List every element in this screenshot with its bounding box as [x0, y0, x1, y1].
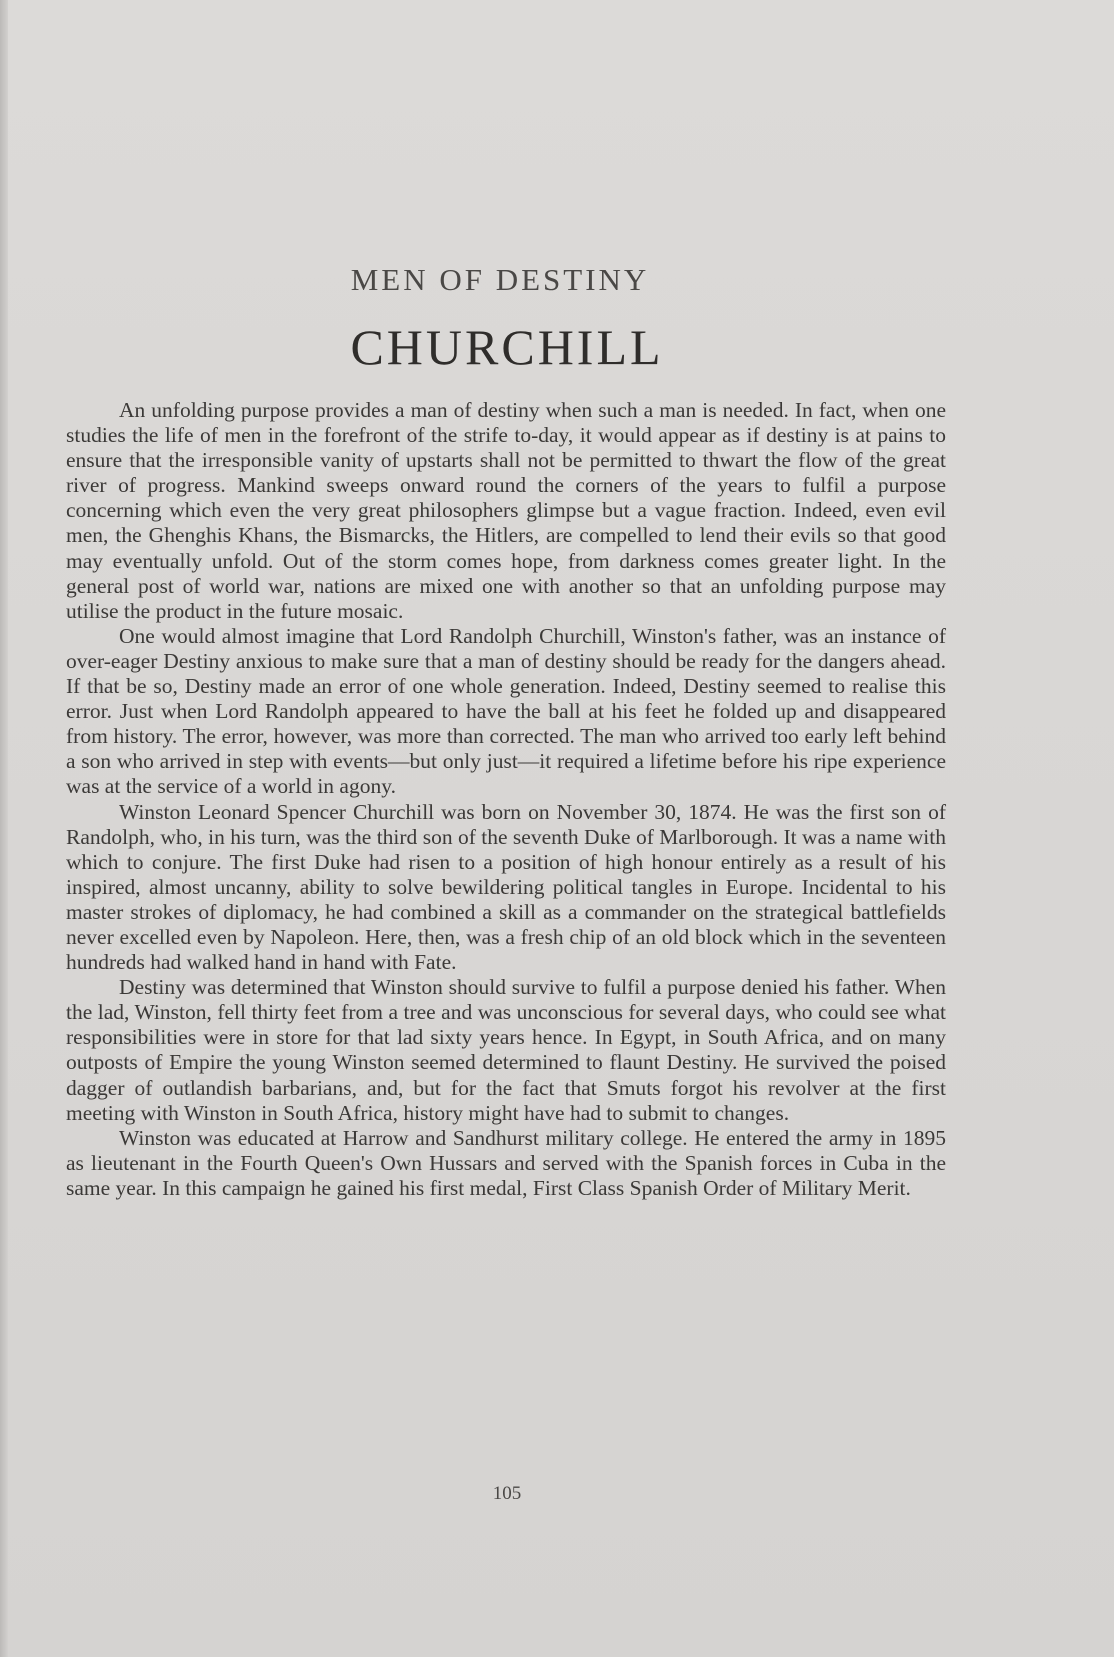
series-title: MEN OF DESTINY	[350, 262, 650, 297]
page-number: 105	[492, 1483, 522, 1504]
page-edge-shadow	[0, 0, 8, 1657]
body-text	[66, 398, 946, 1201]
paragraph-2: One would almost imagine that Lord Randolph Churchill, Winston's father, was an instance of over-eager Destiny anxious to make sure that a man of destiny should be ready for the dangers ahead. If that be so, Destiny made an error of one whole generation. Indeed, Destiny seemed to realise this error. Just when Lord Randolph appeared to have the ball at his feet he folded up and disappeared from history. The error, however, was more than corrected. The man who arrived too early left behind a son who arrived in step with events—but only just—it required a lifetime before his ripe experience was at the service of a world in agony.	[66, 623, 946, 799]
paragraph-3: Winston Leonard Spencer Churchill was born on November 30, 1874. He was the first son of Randolph, who, in his turn, was the third son of the seventh Duke of Marlborough. It was a name with which to conjure. The first Duke had risen to a position of high honour entirely as a result of his inspired, almost uncanny, ability to solve bewildering political tangles in Europe. Incidental to his master strokes of diplomacy, he had combined a skill as a commander on the strategical battlefields never excelled even by Napoleon. Here, then, was a fresh chip of an old block which in the seventeen hundreds had walked hand in hand with Fate.	[66, 799, 946, 975]
paragraph-1: An unfolding purpose provides a man of destiny when such a man is needed. In fact, when one studies the life of men in the forefront of the strife to-day, it would appear as if destiny is at pains to ensure that the irresponsible vanity of upstarts shall not be permitted to thwart the flow of the great river of progress. Mankind sweeps onward round the corners of the years to fulfil a purpose concerning which even the very great philosophers glimpse but a vague fraction. Indeed, even evil men, the Ghenghis Khans, the Bismarcks, the Hitlers, are compelled to lend their evils so that good may eventually unfold. Out of the storm comes hope, from darkness comes greater light. In the general post of world war, nations are mixed one with another so that an unfolding purpose may utilise the product in the future mosaic.	[66, 398, 946, 623]
paragraph-4: Destiny was determined that Winston should survive to fulfil a purpose denied his father. When the lad, Winston, fell thirty feet from a tree and was unconscious for several days, who could see what responsibilities were in store for that lad sixty years hence. In Egypt, in South Africa, and on many outposts of Empire the young Winston seemed determined to flaunt Destiny. He survived the poised dagger of outlandish barbarians, and, but for the fact that Smuts forgot his revolver at the first meeting with Winston in South Africa, history might have had to submit to changes.	[66, 975, 946, 1125]
chapter-title: CHURCHILL	[350, 319, 664, 375]
paragraph-5: Winston was educated at Harrow and Sandhurst military college. He entered the army in 1895 as lieutenant in the Fourth Queen's Own Hussars and served with the Spanish forces in Cuba in the same year. In this campaign he gained his first medal, First Class Spanish Order of Military Merit.	[66, 1125, 946, 1200]
